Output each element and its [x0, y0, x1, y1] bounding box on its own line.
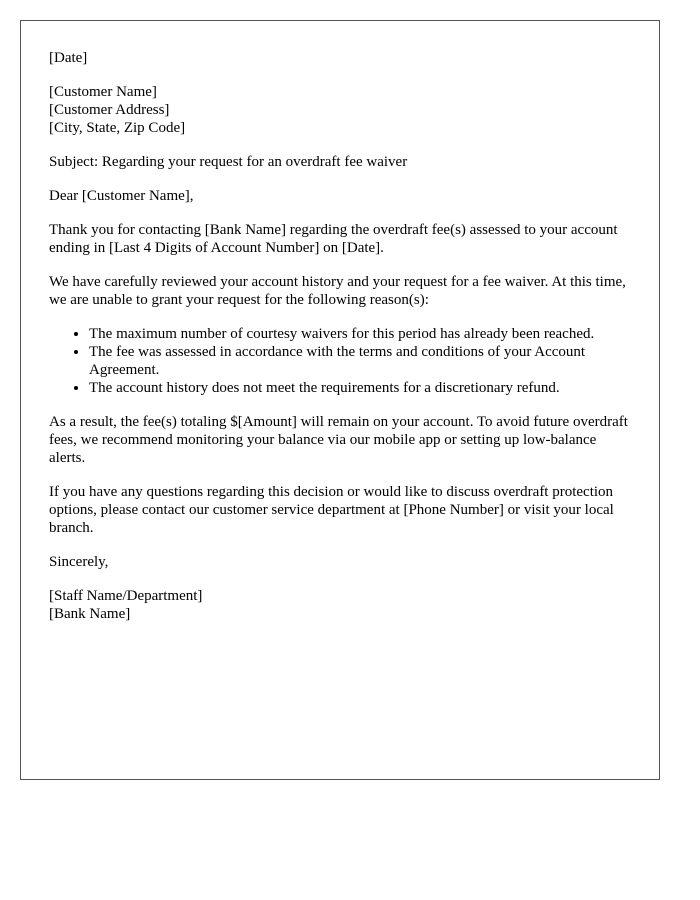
- signature-staff: [Staff Name/Department]: [49, 588, 203, 604]
- recipient-city-state-zip: [City, State, Zip Code]: [49, 120, 186, 136]
- letter-closing: Sincerely,: [49, 554, 109, 570]
- letter-paragraph-intro: Thank you for contacting [Bank Name] regarding the overdraft fee(s) assessed to your account ending in [Last 4 Digits of Account Number] on [Date].: [49, 222, 618, 256]
- letter-subject: Subject: Regarding your request for an overdraft fee waiver: [49, 154, 408, 170]
- letter-date: [Date]: [49, 50, 88, 66]
- reason-item: • The account history does not meet the requirements for a discretionary refund.: [89, 379, 631, 397]
- letter-paragraph-result: As a result, the fee(s) totaling $[Amount] will remain on your account. To avoid future overdraft fees, we recommend monitoring your balance via our mobile app or setting up low-balance alerts.: [49, 414, 628, 466]
- signature-bank: [Bank Name]: [49, 606, 131, 622]
- letter-salutation: Dear [Customer Name],: [49, 188, 194, 204]
- reasons-list: [49, 325, 631, 397]
- reason-item: • The fee was assessed in accordance with the terms and conditions of your Account Agreement.: [89, 343, 631, 379]
- letter-paragraph-review: We have carefully reviewed your account history and your request for a fee waiver. At this time, we are unable to grant your request for the following reason(s):: [49, 274, 626, 308]
- signature-block: [49, 587, 631, 623]
- recipient-address: [Customer Address]: [49, 102, 170, 118]
- recipient-address-block: [49, 83, 631, 137]
- letter-page: [20, 20, 660, 780]
- reason-item: • The maximum number of courtesy waivers for this period has already been reached.: [89, 325, 631, 343]
- recipient-name: [Customer Name]: [49, 84, 157, 100]
- letter-paragraph-contact: If you have any questions regarding this decision or would like to discuss overdraft protection options, please contact our customer service department at [Phone Number] or visit your local branch.: [49, 484, 614, 536]
